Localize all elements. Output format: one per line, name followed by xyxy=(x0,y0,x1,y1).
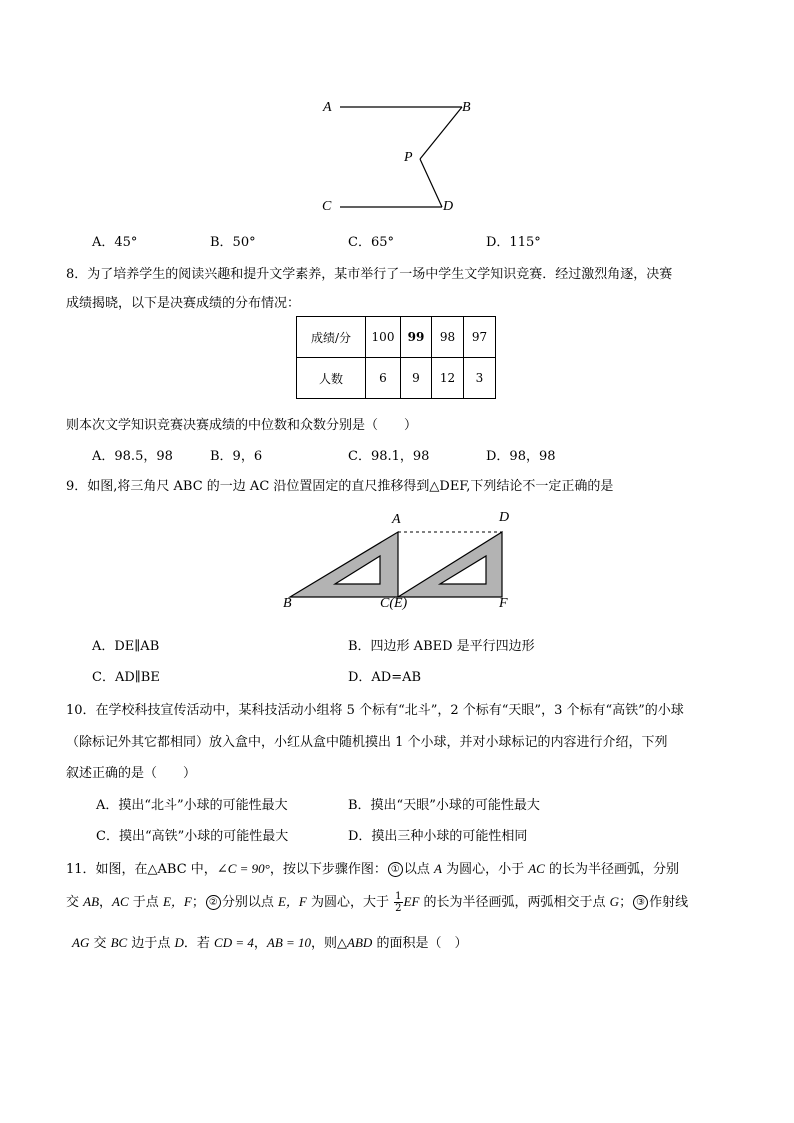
q11-text: 边于点 xyxy=(127,936,175,951)
table-cell: 3 xyxy=(464,358,496,399)
label-c: C xyxy=(322,199,332,214)
q8-text-line2: 成绩揭晓，以下是决赛成绩的分布情况： xyxy=(66,296,301,311)
step-marker-3: ③ xyxy=(633,895,648,910)
q11-math: AB = 10 xyxy=(266,935,312,950)
q11-text: 为圆心，小于 xyxy=(441,862,529,877)
fraction-numerator: 1 xyxy=(395,891,402,902)
fraction-one-half xyxy=(394,891,402,914)
q11-text: 交 xyxy=(66,895,84,910)
score-distribution-table xyxy=(296,316,496,399)
q11-math: EF xyxy=(403,894,420,909)
q11-text: 交 xyxy=(89,936,111,951)
step-marker-1: ① xyxy=(388,862,403,877)
q8-option-c[interactable]: C．98.1，98 xyxy=(348,449,430,464)
q11-text: 以点 xyxy=(403,862,435,877)
table-cell: 97 xyxy=(464,317,496,358)
q11-text: 的面积是（ ） xyxy=(372,936,468,951)
q10-option-b[interactable]: B．摸出“天眼”小球的可能性最大 xyxy=(348,798,540,813)
q11-text: ．若 xyxy=(183,936,215,951)
table-row-counts xyxy=(297,358,496,399)
q11-math: G xyxy=(609,894,620,909)
q11-text: ； xyxy=(619,895,633,910)
q10-text-line2: （除标记外其它都相同）放入盒中，小红从盒中随机摸出 1 个小球，并对小球标记的内容进行介绍，下列 xyxy=(66,735,668,750)
label-p: P xyxy=(404,150,413,165)
table-header-score: 成绩/分 xyxy=(297,317,366,358)
segment-pd xyxy=(420,159,442,207)
q11-text: 为圆心，大于 xyxy=(306,895,394,910)
q10-option-c[interactable]: C．摸出“高铁”小球的可能性最大 xyxy=(96,829,289,844)
label-ce: C(E) xyxy=(380,596,408,611)
label-b: B xyxy=(283,596,292,611)
q8-option-a[interactable]: A．98.5，98 xyxy=(92,449,173,464)
q11-math: BC xyxy=(110,935,128,950)
label-b: B xyxy=(462,100,471,115)
q7-option-b[interactable]: B．50° xyxy=(210,235,256,250)
q7-option-a[interactable]: A．45° xyxy=(92,235,138,250)
q11-text: ， xyxy=(99,895,113,910)
q11-text-line3 xyxy=(72,932,467,951)
q9-option-d[interactable]: D．AD=AB xyxy=(348,670,422,685)
q11-text: 分别以点 xyxy=(221,895,278,910)
q11-math: ∠C = 90° xyxy=(216,861,270,876)
q11-text: 作射线 xyxy=(649,895,689,910)
table-cell: 6 xyxy=(366,358,401,399)
segment-bp xyxy=(420,107,462,159)
table-cell: 98 xyxy=(432,317,464,358)
label-a: A xyxy=(392,512,401,527)
q11-math: ABD xyxy=(347,935,373,950)
q7-option-d[interactable]: D．115° xyxy=(486,235,541,250)
q11-text: 于点 xyxy=(128,895,163,910)
q9-option-c[interactable]: C．AD∥BE xyxy=(92,670,160,685)
triangle-abc xyxy=(290,532,398,597)
q8-text-line1: 8．为了培养学生的阅读兴趣和提升文学素养，某市举行了一场中学生文学知识竞赛．经过激烈角逐，决赛 xyxy=(66,267,673,282)
q9-text: 9．如图,将三角尺 ABC 的一边 AC 沿位置固定的直尺推移得到△DEF,下列结论不一定正确的是 xyxy=(66,479,614,494)
q7-option-c[interactable]: C．65° xyxy=(348,235,394,250)
q11-text: ， xyxy=(253,936,267,951)
q11-text-line2 xyxy=(66,891,688,914)
q9-option-b[interactable]: B．四边形 ABED 是平行四边形 xyxy=(348,639,535,654)
q8-question: 则本次文学知识竞赛决赛成绩的中位数和众数分别是（ ） xyxy=(66,418,418,433)
q11-math: D xyxy=(174,935,184,950)
q11-text: ； xyxy=(191,895,205,910)
q11-math: AB xyxy=(83,894,100,909)
label-d: D xyxy=(443,199,454,214)
q11-math: A xyxy=(434,861,442,876)
q10-text-line3: 叙述正确的是（ ） xyxy=(66,766,197,781)
q10-option-d[interactable]: D．摸出三种小球的可能性相同 xyxy=(348,829,528,844)
q11-math: AG xyxy=(72,935,90,950)
q11-text: ，则△ xyxy=(311,936,348,951)
table-cell: 12 xyxy=(432,358,464,399)
label-d: D xyxy=(499,510,510,525)
table-cell: 99 xyxy=(401,317,432,358)
q11-math: E，F xyxy=(277,894,307,909)
fraction-denominator: 2 xyxy=(395,903,402,914)
q11-math: E，F xyxy=(162,894,192,909)
q11-text-line1 xyxy=(66,858,679,877)
label-f: F xyxy=(499,596,508,611)
q11-text: 11．如图，在△ABC 中， xyxy=(66,862,217,877)
q11-math: CD = 4 xyxy=(214,935,254,950)
q8-option-b[interactable]: B．9，6 xyxy=(210,449,263,464)
q11-text: ，按以下步骤作图： xyxy=(269,862,387,877)
q11-text: 的长为半径画弧，分别 xyxy=(544,862,679,877)
q8-option-d[interactable]: D．98，98 xyxy=(486,449,556,464)
q11-text: 的长为半径画弧，两弧相交于点 xyxy=(419,895,610,910)
q9-option-a[interactable]: A．DE∥AB xyxy=(92,639,160,654)
table-cell: 100 xyxy=(366,317,401,358)
q10-option-a[interactable]: A．摸出“北斗”小球的可能性最大 xyxy=(96,798,288,813)
step-marker-2: ② xyxy=(206,895,221,910)
q10-text-line1: 10．在学校科技宣传活动中，某科技活动小组将 5 个标有“北斗”，2 个标有“天眼”，3 个标有“高铁”的小球 xyxy=(66,703,684,718)
table-cell: 9 xyxy=(401,358,432,399)
table-header-count: 人数 xyxy=(297,358,366,399)
q11-math: AC xyxy=(528,861,545,876)
table-row-scores xyxy=(297,317,496,358)
label-a: A xyxy=(323,100,332,115)
q11-math: AC xyxy=(112,894,129,909)
